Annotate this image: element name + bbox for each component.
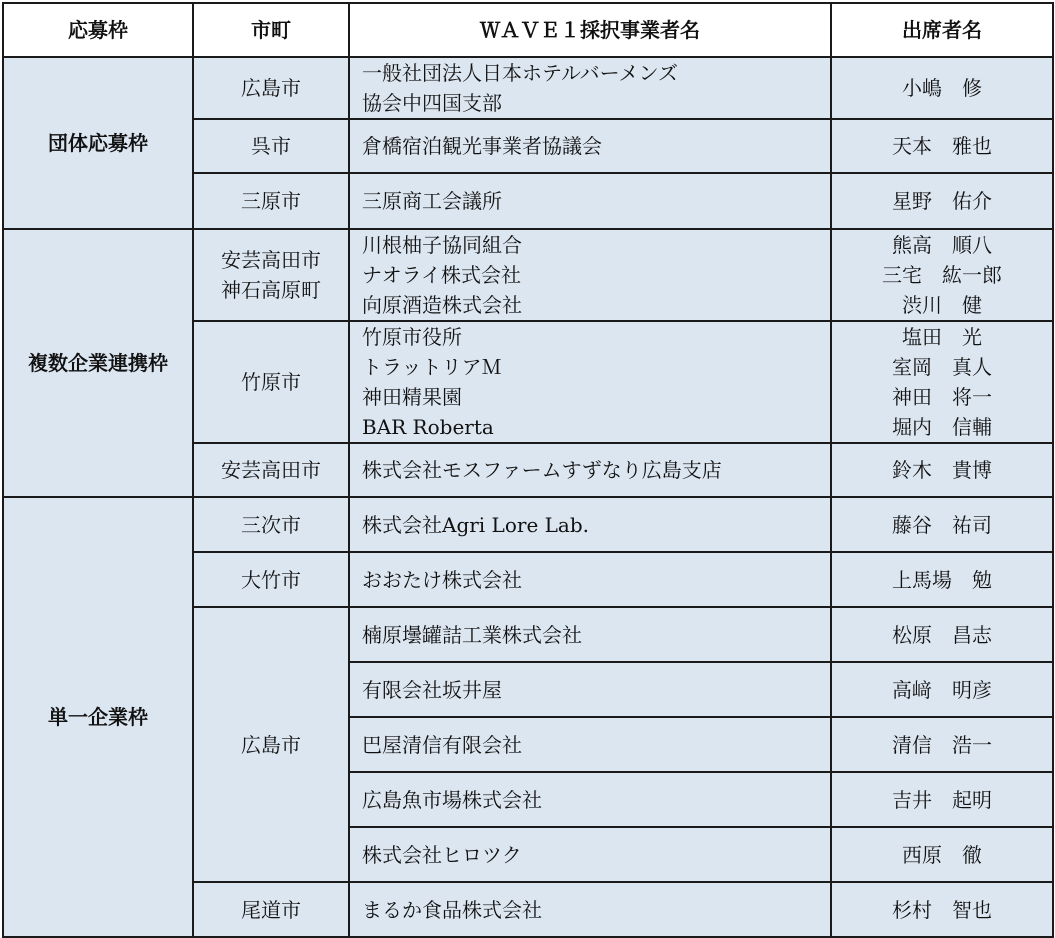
header-row xyxy=(3,3,1053,57)
city-cell: 竹原市 xyxy=(193,321,349,443)
company-cell: 株式会社Agri Lore Lab. xyxy=(349,497,831,552)
header-category: 応募枠 xyxy=(3,3,193,57)
participants-table xyxy=(2,2,1054,938)
attendee-cell: 天本 雅也 xyxy=(831,119,1053,173)
attendee-cell: 杉村 智也 xyxy=(831,882,1053,937)
company-cell: 巴屋清信有限会社 xyxy=(349,717,831,772)
header-city: 市町 xyxy=(193,3,349,57)
company-cell: 株式会社モスファームすずなり広島支店 xyxy=(349,443,831,497)
category-cell: 複数企業連携枠 xyxy=(3,229,193,497)
table-row xyxy=(3,229,1053,321)
category-cell: 単一企業枠 xyxy=(3,497,193,937)
city-cell: 安芸高田市 神石高原町 xyxy=(193,229,349,321)
attendee-cell: 高﨑 明彦 xyxy=(831,662,1053,717)
attendee-cell: 塩田 光 室岡 真人 神田 将一 堀内 信輔 xyxy=(831,321,1053,443)
city-cell: 広島市 xyxy=(193,57,349,119)
company-cell: 竹原市役所 トラットリアＭ 神田精果園 BAR Roberta xyxy=(349,321,831,443)
company-cell: 一般社団法人日本ホテルバーメンズ 協会中四国支部 xyxy=(349,57,831,119)
company-cell: 有限会社坂井屋 xyxy=(349,662,831,717)
city-cell: 尾道市 xyxy=(193,882,349,937)
company-cell: 川根柚子協同組合 ナオライ株式会社 向原酒造株式会社 xyxy=(349,229,831,321)
attendee-cell: 鈴木 貴博 xyxy=(831,443,1053,497)
city-cell: 三次市 xyxy=(193,497,349,552)
attendee-cell: 清信 浩一 xyxy=(831,717,1053,772)
attendee-cell: 吉井 起明 xyxy=(831,772,1053,827)
category-cell: 団体応募枠 xyxy=(3,57,193,229)
company-cell: まるか食品株式会社 xyxy=(349,882,831,937)
company-cell: 三原商工会議所 xyxy=(349,173,831,229)
attendee-cell: 藤谷 祐司 xyxy=(831,497,1053,552)
city-cell: 三原市 xyxy=(193,173,349,229)
city-cell: 呉市 xyxy=(193,119,349,173)
table-row xyxy=(3,57,1053,119)
city-cell: 安芸高田市 xyxy=(193,443,349,497)
header-attendee: 出席者名 xyxy=(831,3,1053,57)
company-cell: おおたけ株式会社 xyxy=(349,552,831,607)
attendee-cell: 星野 佑介 xyxy=(831,173,1053,229)
company-cell: 株式会社ヒロツク xyxy=(349,827,831,882)
city-cell: 大竹市 xyxy=(193,552,349,607)
company-cell: 楠原壜罐詰工業株式会社 xyxy=(349,607,831,662)
city-cell: 広島市 xyxy=(193,607,349,882)
attendee-cell: 西原 徹 xyxy=(831,827,1053,882)
attendee-cell: 松原 昌志 xyxy=(831,607,1053,662)
attendee-cell: 熊高 順八 三宅 紘一郎 渋川 健 xyxy=(831,229,1053,321)
attendee-cell: 小嶋 修 xyxy=(831,57,1053,119)
table-row xyxy=(3,497,1053,552)
company-cell: 倉橋宿泊観光事業者協議会 xyxy=(349,119,831,173)
company-cell: 広島魚市場株式会社 xyxy=(349,772,831,827)
attendee-cell: 上馬場 勉 xyxy=(831,552,1053,607)
header-company: ＷＡＶＥ１採択事業者名 xyxy=(349,3,831,57)
